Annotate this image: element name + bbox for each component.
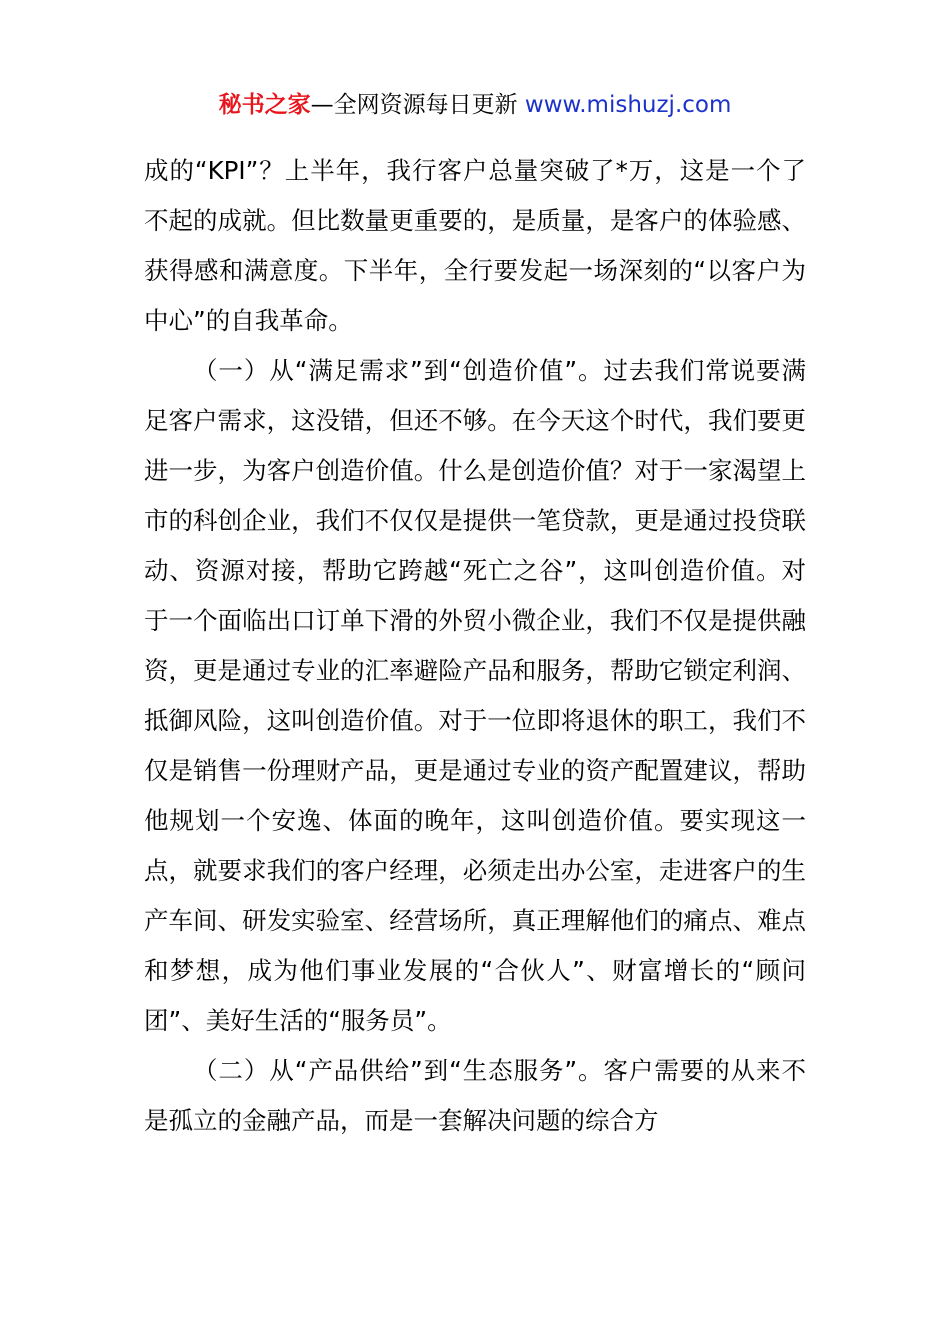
brand-name: 秘书之家 (218, 92, 311, 118)
paragraph-section-two: （二）从“产品供给”到“生态服务”。客户需要的从来不是孤立的金融产品，而是一套解决问题的综合方 (144, 1056, 806, 1135)
site-url-link[interactable]: www.mishuzj.com (524, 92, 732, 118)
paragraph-continuation: 成的“KPI”？上半年，我行客户总量突破了*万，这是一个了不起的成就。但比数量更重要的，是质量，是客户的体验感、获得感和满意度。下半年，全行要发起一场深刻的“以客户为中心”的自我革命。 (144, 156, 806, 335)
page-header (0, 88, 950, 122)
paragraph-section-one: （一）从“满足需求”到“创造价值”。过去我们常说要满足客户需求，这没错，但还不够。在今天这个时代，我们要更进一步，为客户创造价值。什么是创造价值？对于一家渴望上市的科创企业，我们不仅仅是提供一笔贷款，更是通过投贷联动、资源对接，帮助它跨越“死亡之谷”，这叫创造价值。对于一个面临出口订单下滑的外贸小微企业，我们不仅是提供融资，更是通过专业的汇率避险产品和服务，帮助它锁定利润、抵御风险，这叫创造价值。对于一位即将退休的职工，我们不仅是销售一份理财产品，更是通过专业的资产配置建议，帮助他规划一个安逸、体面的晚年，这叫创造价值。要实现这一点，就要求我们的客户经理，必须走出办公室，走进客户的生产车间、研发实验室、经营场所，真正理解他们的痛点、难点和梦想，成为他们事业发展的“合伙人”、财富增长的“顾问团”、美好生活的“服务员”。 (144, 356, 806, 1035)
document-body (144, 146, 806, 1146)
header-tagline: —全网资源每日更新 (310, 92, 518, 118)
